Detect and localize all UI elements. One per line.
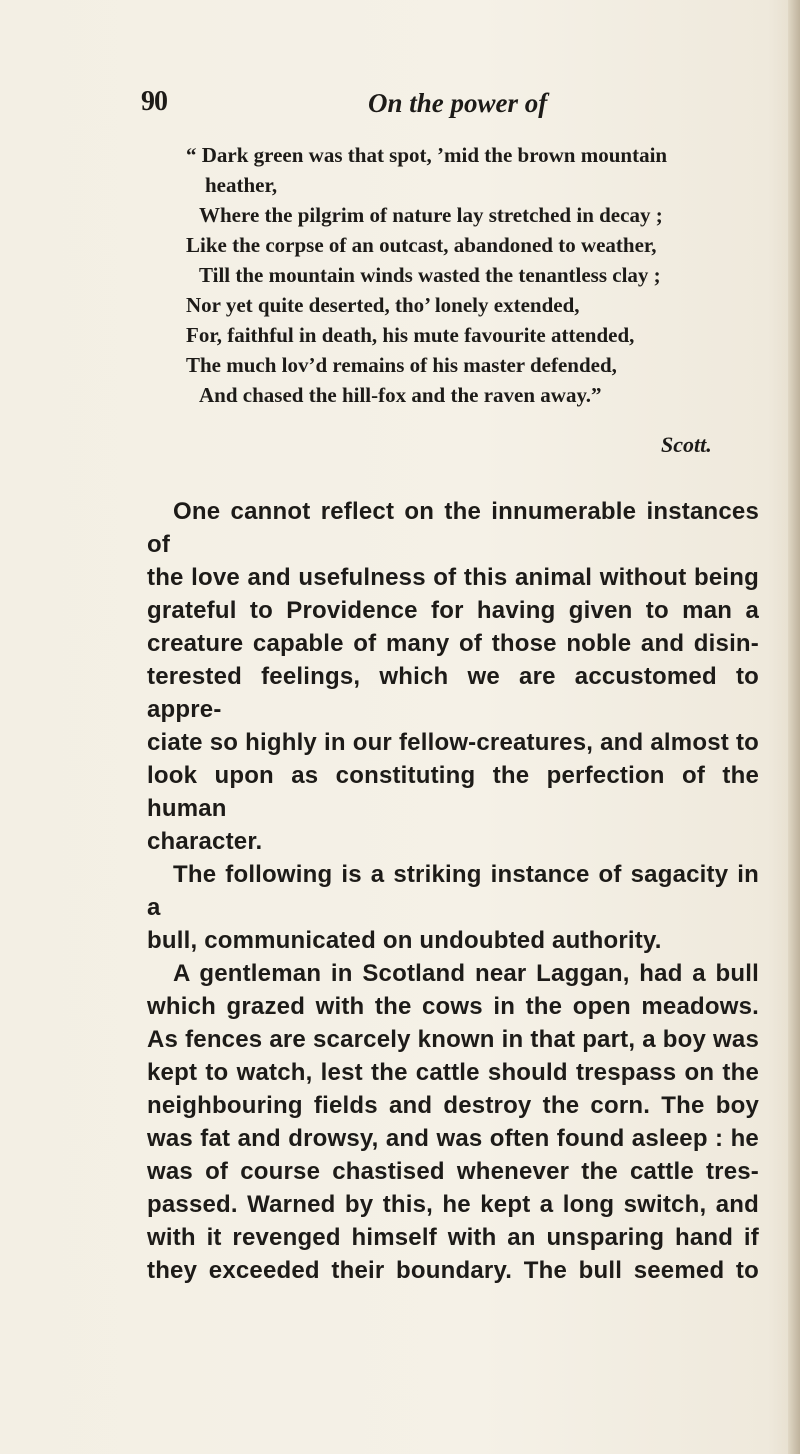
text-line: grateful to Providence for having given to man a <box>147 597 759 624</box>
poem-line: For, faithful in death, his mute favourite attended, <box>186 323 635 347</box>
text-line: bull, communicated on undoubted authority. <box>147 927 662 954</box>
text-line: with it revenged himself with an unsparing hand if <box>147 1224 759 1251</box>
text-line: which grazed with the cows in the open meadows. <box>147 993 759 1020</box>
text-line: was fat and drowsy, and was often found asleep : he <box>147 1125 759 1152</box>
poem-line: Where the pilgrim of nature lay stretched in decay ; <box>199 203 663 227</box>
poem-line: Nor yet quite deserted, tho’ lonely extended, <box>186 293 580 317</box>
text-line: As fences are scarcely known in that part, a boy was <box>147 1026 759 1053</box>
text-line: The following is a striking instance of sagacity in a <box>147 861 759 921</box>
text-line: the love and usefulness of this animal without being <box>147 564 759 591</box>
text-line: look upon as constituting the perfection of the human <box>147 762 759 822</box>
text-line: passed. Warned by this, he kept a long switch, and <box>147 1191 759 1218</box>
text-line: they exceeded their boundary. The bull seemed to <box>147 1257 759 1284</box>
poem-line: heather, <box>205 173 278 197</box>
body-text <box>147 495 759 1287</box>
poem-quotation <box>186 140 781 410</box>
page-number: 90 <box>141 86 167 117</box>
poem-line: The much lov’d remains of his master defended, <box>186 353 617 377</box>
text-line: terested feelings, which we are accustomed to appre- <box>147 663 759 723</box>
text-line: was of course chastised whenever the cattle tres- <box>147 1158 759 1185</box>
poem-attribution: Scott. <box>661 432 712 457</box>
text-line: neighbouring fields and destroy the corn. The boy <box>147 1092 759 1119</box>
text-line: character. <box>147 828 263 855</box>
text-line: ciate so highly in our fellow-creatures, and almost to <box>147 729 759 756</box>
paragraph <box>147 858 759 957</box>
paragraph <box>147 495 759 858</box>
poem-line: Like the corpse of an outcast, abandoned to weather, <box>186 233 657 257</box>
page-edge-shadow <box>788 0 800 1454</box>
running-title: On the power of <box>368 88 548 118</box>
poem-line: Till the mountain winds wasted the tenantless clay ; <box>199 263 661 287</box>
poem-line: And chased the hill-fox and the raven away.” <box>199 383 602 407</box>
text-line: creature capable of many of those noble and disin- <box>147 630 759 657</box>
text-line: A gentleman in Scotland near Laggan, had a bull <box>173 960 759 987</box>
text-line: One cannot reflect on the innumerable instances of <box>147 498 759 558</box>
poem-line: “ Dark green was that spot, ’mid the brown mountain <box>186 143 668 167</box>
paragraph <box>147 957 759 1287</box>
text-line: kept to watch, lest the cattle should trespass on the <box>147 1059 759 1086</box>
